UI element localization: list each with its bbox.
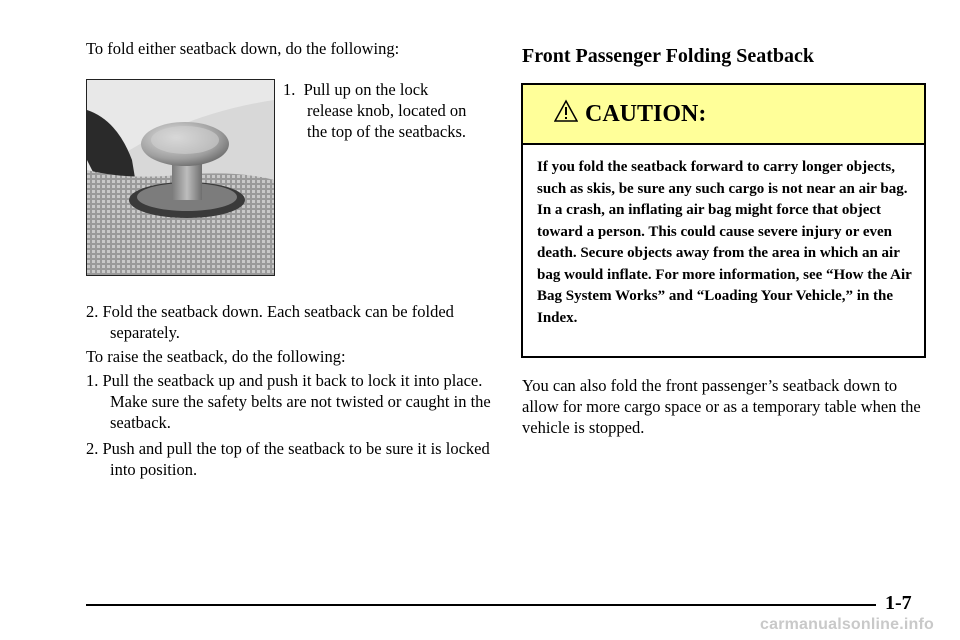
raise-step-2: 2. Push and pull the top of the seatback to be sure it is locked into position. — [86, 439, 490, 479]
page-number: 1-7 — [885, 592, 912, 614]
caution-title: CAUTION: — [585, 101, 707, 127]
caution-text: If you fold the seatback forward to carry longer objects, such as skis, be sure any such cargo is not near an air bag. In a crash, an inflating air bag might force that object toward a person. This could cause severe injury or even death. Secure objects away from the area in which an air bag would inflate. For more information, see “How the Air Bag System Works” and “Loading Your Vehicle,” in the Index. — [537, 159, 912, 326]
raise-intro-text: To raise the seatback, do the following: — [86, 347, 346, 366]
seatback-release-knob-photo — [86, 79, 275, 276]
warning-triangle-icon — [554, 99, 578, 123]
step-1-number: 1. — [283, 80, 296, 99]
intro-text: To fold either seatback down, do the following: — [86, 39, 400, 58]
raise-step-1: 1. Pull the seatback up and push it back to lock it into place. Make sure the safety belts are not twisted or caught in the seatback. — [86, 371, 491, 432]
step-1 — [283, 79, 473, 142]
caution-box — [521, 83, 926, 358]
passenger-seatback-text: You can also fold the front passenger’s seatback down to allow for more cargo space or as a temporary table when the vehicle is stopped. — [522, 376, 921, 437]
watermark: carmanualsonline.info — [760, 616, 935, 633]
footer-rule — [86, 604, 876, 606]
caution-header — [523, 85, 924, 145]
section-heading: Front Passenger Folding Seatback — [522, 45, 815, 67]
step-1-text: Pull up on the lock release knob, located on the top of the seatbacks. — [303, 80, 467, 141]
step-2: 2. Fold the seatback down. Each seatback can be folded separately. — [86, 302, 454, 342]
